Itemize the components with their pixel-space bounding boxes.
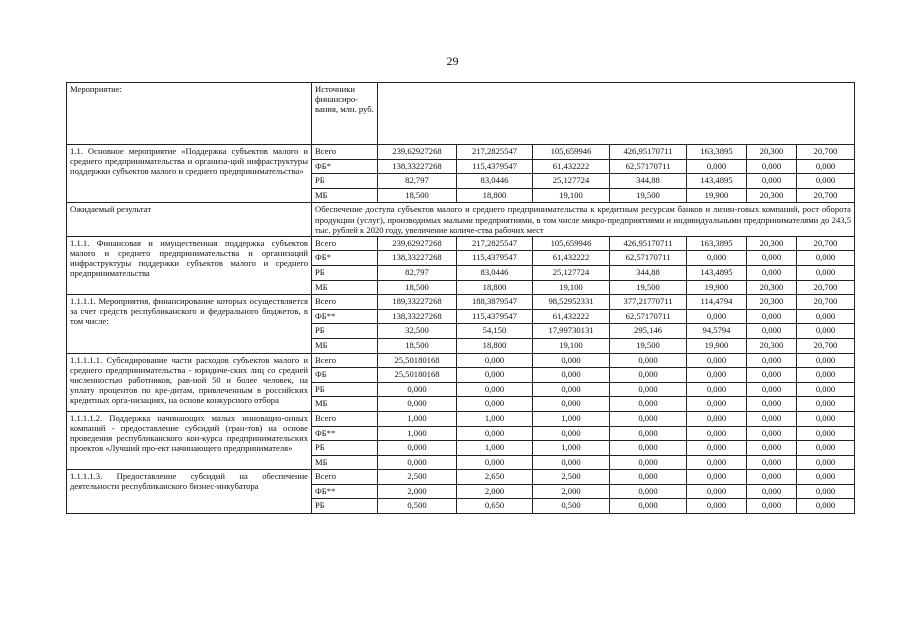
value-cell: 344,88 <box>610 174 687 189</box>
page-number: 29 <box>446 54 459 68</box>
value-cell: 0,000 <box>797 265 855 280</box>
value-cell: 0,000 <box>797 309 855 324</box>
value-cell: 0,000 <box>797 426 855 441</box>
value-cell: 0,000 <box>687 159 747 174</box>
value-cell: 0,000 <box>610 484 687 499</box>
value-cell: 0,000 <box>687 397 747 412</box>
source-cell: Всего <box>312 295 378 310</box>
value-cell: 0,000 <box>747 499 797 514</box>
header-source-cell: Источники финансиро-вания, млн. руб. <box>312 83 378 145</box>
value-cell: 0,650 <box>457 499 533 514</box>
value-cell: 19,900 <box>687 188 747 203</box>
value-cell: 0,000 <box>797 159 855 174</box>
value-cell: 0,000 <box>687 484 747 499</box>
value-cell: 18,500 <box>378 338 457 353</box>
value-cell: 1,000 <box>533 441 610 456</box>
value-cell: 0,000 <box>457 397 533 412</box>
value-cell: 0,500 <box>533 499 610 514</box>
value-cell: 0,000 <box>457 455 533 470</box>
value-cell: 217,2825547 <box>457 145 533 160</box>
measure-cell: 1.1.1.1.1. Субсидирование части расходов субъектов малого и среднего предпринимательства - юридиче-ских лиц со средней численностью работников, рав-ной 50 и более человек, на уплату процентов по кре-дитам, привлеченным в российских кредитных орга-низациях, на основе конкурсного отбора <box>67 353 312 411</box>
value-cell: 2,500 <box>533 470 610 485</box>
value-cell: 0,000 <box>747 426 797 441</box>
value-cell: 18,800 <box>457 338 533 353</box>
value-cell: 54,150 <box>457 324 533 339</box>
value-cell: 188,3879547 <box>457 295 533 310</box>
value-cell: 0,000 <box>610 382 687 397</box>
value-cell: 82,797 <box>378 265 457 280</box>
value-cell: 0,000 <box>610 411 687 426</box>
value-cell: 0,000 <box>747 411 797 426</box>
header-measure-cell: Мероприятие: <box>67 83 312 145</box>
table-row <box>67 236 855 251</box>
value-cell: 19,100 <box>533 338 610 353</box>
value-cell: 32,500 <box>378 324 457 339</box>
value-cell: 0,000 <box>378 382 457 397</box>
source-cell: МБ <box>312 338 378 353</box>
value-cell: 0,000 <box>747 324 797 339</box>
source-cell: ФБ** <box>312 309 378 324</box>
source-cell: МБ <box>312 188 378 203</box>
value-cell: 143,4895 <box>687 265 747 280</box>
value-cell: 0,000 <box>610 368 687 383</box>
value-cell: 0,000 <box>797 470 855 485</box>
value-cell: 295,146 <box>610 324 687 339</box>
result-text-cell: Обеспечение доступа субъектов малого и среднего предпринимательства к кредитным ресурсам банков и лизин-говых компаний, рост оборота продукции (услуг), производимых малыми предприятиями, в том числе микро-предприятиями и индивидуальными предпринимателями до 243,5 тыс. рублей к 2020 году, увеличение количе-ства рабочих мест <box>312 203 855 236</box>
value-cell: 426,95170711 <box>610 236 687 251</box>
value-cell: 19,500 <box>610 338 687 353</box>
source-cell: РБ <box>312 265 378 280</box>
value-cell: 2,000 <box>378 484 457 499</box>
value-cell: 0,000 <box>533 397 610 412</box>
value-cell: 0,000 <box>747 455 797 470</box>
measure-cell: 1.1.1. Финансовая и имущественная поддержка субъектов малого и среднего предпринимательства и организаций инфраструктуры поддержки субъектов малого и среднего предпринимательства <box>67 236 312 294</box>
value-cell: 0,000 <box>457 368 533 383</box>
source-cell: ФБ <box>312 368 378 383</box>
source-cell: ФБ** <box>312 484 378 499</box>
value-cell: 20,300 <box>747 188 797 203</box>
value-cell: 239,62927268 <box>378 236 457 251</box>
value-cell: 0,000 <box>747 265 797 280</box>
value-cell: 1,000 <box>378 426 457 441</box>
table-row <box>67 470 855 485</box>
value-cell: 0,000 <box>747 470 797 485</box>
value-cell: 377,21770711 <box>610 295 687 310</box>
source-cell: РБ <box>312 174 378 189</box>
value-cell: 20,300 <box>747 295 797 310</box>
value-cell: 0,000 <box>797 411 855 426</box>
source-cell: Всего <box>312 353 378 368</box>
value-cell: 0,000 <box>747 484 797 499</box>
source-cell: ФБ* <box>312 159 378 174</box>
source-cell: ФБ* <box>312 251 378 266</box>
table-row <box>67 145 855 160</box>
value-cell: 20,300 <box>747 145 797 160</box>
value-cell: 0,000 <box>797 174 855 189</box>
value-cell: 344,88 <box>610 265 687 280</box>
source-cell: РБ <box>312 324 378 339</box>
value-cell: 62,57170711 <box>610 309 687 324</box>
value-cell: 19,100 <box>533 188 610 203</box>
source-cell: МБ <box>312 397 378 412</box>
header-empty-cell <box>378 83 855 145</box>
value-cell: 61,432222 <box>533 159 610 174</box>
value-cell: 20,700 <box>797 236 855 251</box>
source-cell: Всего <box>312 145 378 160</box>
value-cell: 0,000 <box>747 382 797 397</box>
value-cell: 20,300 <box>747 236 797 251</box>
measure-cell: 1.1. Основное мероприятие «Поддержка субъектов малого и среднего предпринимательства и организа-ций инфраструктуры поддержки субъектов малого и среднего предпринимательства» <box>67 145 312 203</box>
value-cell: 0,000 <box>747 441 797 456</box>
value-cell: 0,000 <box>747 174 797 189</box>
value-cell: 0,000 <box>687 382 747 397</box>
value-cell: 105,659946 <box>533 236 610 251</box>
value-cell: 0,000 <box>747 353 797 368</box>
value-cell: 0,000 <box>378 441 457 456</box>
value-cell: 0,000 <box>687 455 747 470</box>
value-cell: 0,000 <box>687 499 747 514</box>
source-cell: РБ <box>312 499 378 514</box>
value-cell: 0,000 <box>797 251 855 266</box>
funding-table <box>66 82 855 514</box>
value-cell: 19,100 <box>533 280 610 295</box>
value-cell: 0,000 <box>747 397 797 412</box>
value-cell: 115,4379547 <box>457 251 533 266</box>
value-cell: 0,000 <box>797 353 855 368</box>
value-cell: 0,000 <box>610 397 687 412</box>
value-cell: 19,900 <box>687 338 747 353</box>
value-cell: 2,000 <box>457 484 533 499</box>
value-cell: 105,659946 <box>533 145 610 160</box>
measure-cell: 1.1.1.1. Мероприятия, финансирование которых осуществляется за счет средств республиканского и федерального бюджетов, в том числе: <box>67 295 312 353</box>
value-cell: 83,0446 <box>457 265 533 280</box>
value-cell: 0,000 <box>687 411 747 426</box>
value-cell: 94,5794 <box>687 324 747 339</box>
value-cell: 1,000 <box>378 411 457 426</box>
measure-cell: 1.1.1.1.3. Предоставление субсидий на обеспечение деятельности республиканского бизнес-инкубатора <box>67 470 312 514</box>
value-cell: 426,95170711 <box>610 145 687 160</box>
value-cell: 20,700 <box>797 338 855 353</box>
value-cell: 0,000 <box>610 499 687 514</box>
value-cell: 0,000 <box>797 368 855 383</box>
value-cell: 61,432222 <box>533 251 610 266</box>
value-cell: 0,000 <box>747 309 797 324</box>
value-cell: 18,500 <box>378 280 457 295</box>
value-cell: 0,000 <box>747 251 797 266</box>
value-cell: 25,50180168 <box>378 353 457 368</box>
value-cell: 20,700 <box>797 280 855 295</box>
value-cell: 0,500 <box>378 499 457 514</box>
value-cell: 114,4794 <box>687 295 747 310</box>
value-cell: 20,700 <box>797 295 855 310</box>
value-cell: 0,000 <box>687 353 747 368</box>
value-cell: 0,000 <box>610 353 687 368</box>
source-cell: РБ <box>312 441 378 456</box>
value-cell: 0,000 <box>610 441 687 456</box>
value-cell: 0,000 <box>797 397 855 412</box>
value-cell: 2,000 <box>533 484 610 499</box>
value-cell: 0,000 <box>457 426 533 441</box>
value-cell: 0,000 <box>687 470 747 485</box>
value-cell: 20,700 <box>797 188 855 203</box>
result-label-cell: Ожидаемый результат <box>67 203 312 236</box>
header-row <box>67 83 855 145</box>
value-cell: 98,52952331 <box>533 295 610 310</box>
value-cell: 17,99730131 <box>533 324 610 339</box>
value-cell: 0,000 <box>610 455 687 470</box>
value-cell: 138,33227268 <box>378 251 457 266</box>
value-cell: 1,000 <box>457 411 533 426</box>
source-cell: Всего <box>312 236 378 251</box>
value-cell: 0,000 <box>533 353 610 368</box>
source-cell: РБ <box>312 382 378 397</box>
value-cell: 163,3895 <box>687 236 747 251</box>
value-cell: 19,900 <box>687 280 747 295</box>
value-cell: 0,000 <box>797 455 855 470</box>
value-cell: 0,000 <box>457 382 533 397</box>
source-cell: МБ <box>312 455 378 470</box>
value-cell: 0,000 <box>687 309 747 324</box>
value-cell: 0,000 <box>797 484 855 499</box>
value-cell: 25,50180168 <box>378 368 457 383</box>
measure-cell: 1.1.1.1.2. Поддержка начинающих малых инновацио-онных компаний - предоставление субсидий (гран-тов) на основе проведения республиканского кон-курса предпринимательских проектов «Лучший про-ект начинающего предпринимателя» <box>67 411 312 469</box>
value-cell: 20,700 <box>797 145 855 160</box>
table-row <box>67 353 855 368</box>
value-cell: 0,000 <box>687 251 747 266</box>
value-cell: 25,127724 <box>533 174 610 189</box>
source-cell: МБ <box>312 280 378 295</box>
value-cell: 0,000 <box>610 426 687 441</box>
value-cell: 2,650 <box>457 470 533 485</box>
value-cell: 0,000 <box>687 368 747 383</box>
value-cell: 61,432222 <box>533 309 610 324</box>
value-cell: 19,500 <box>610 280 687 295</box>
value-cell: 1,000 <box>457 441 533 456</box>
value-cell: 138,33227268 <box>378 309 457 324</box>
value-cell: 0,000 <box>747 368 797 383</box>
value-cell: 0,000 <box>378 397 457 412</box>
value-cell: 0,000 <box>533 382 610 397</box>
value-cell: 189,33227268 <box>378 295 457 310</box>
value-cell: 0,000 <box>533 426 610 441</box>
value-cell: 2,500 <box>378 470 457 485</box>
value-cell: 0,000 <box>610 470 687 485</box>
source-cell: ФБ** <box>312 426 378 441</box>
value-cell: 1,000 <box>533 411 610 426</box>
value-cell: 115,4379547 <box>457 309 533 324</box>
value-cell: 0,000 <box>457 353 533 368</box>
value-cell: 82,797 <box>378 174 457 189</box>
value-cell: 83,0446 <box>457 174 533 189</box>
value-cell: 62,57170711 <box>610 159 687 174</box>
value-cell: 0,000 <box>747 159 797 174</box>
value-cell: 163,3895 <box>687 145 747 160</box>
table-row <box>67 295 855 310</box>
value-cell: 0,000 <box>797 324 855 339</box>
value-cell: 0,000 <box>687 426 747 441</box>
value-cell: 143,4895 <box>687 174 747 189</box>
value-cell: 62,57170711 <box>610 251 687 266</box>
value-cell: 20,300 <box>747 280 797 295</box>
value-cell: 0,000 <box>797 499 855 514</box>
value-cell: 25,127724 <box>533 265 610 280</box>
value-cell: 18,500 <box>378 188 457 203</box>
value-cell: 0,000 <box>378 455 457 470</box>
result-row <box>67 203 855 236</box>
value-cell: 217,2825547 <box>457 236 533 251</box>
value-cell: 18,800 <box>457 188 533 203</box>
value-cell: 0,000 <box>687 441 747 456</box>
source-cell: Всего <box>312 470 378 485</box>
table-row <box>67 411 855 426</box>
value-cell: 138,33227268 <box>378 159 457 174</box>
value-cell: 239,62927268 <box>378 145 457 160</box>
value-cell: 115,4379547 <box>457 159 533 174</box>
value-cell: 18,800 <box>457 280 533 295</box>
value-cell: 19,500 <box>610 188 687 203</box>
value-cell: 20,300 <box>747 338 797 353</box>
value-cell: 0,000 <box>797 441 855 456</box>
value-cell: 0,000 <box>533 368 610 383</box>
source-cell: Всего <box>312 411 378 426</box>
value-cell: 0,000 <box>797 382 855 397</box>
value-cell: 0,000 <box>533 455 610 470</box>
